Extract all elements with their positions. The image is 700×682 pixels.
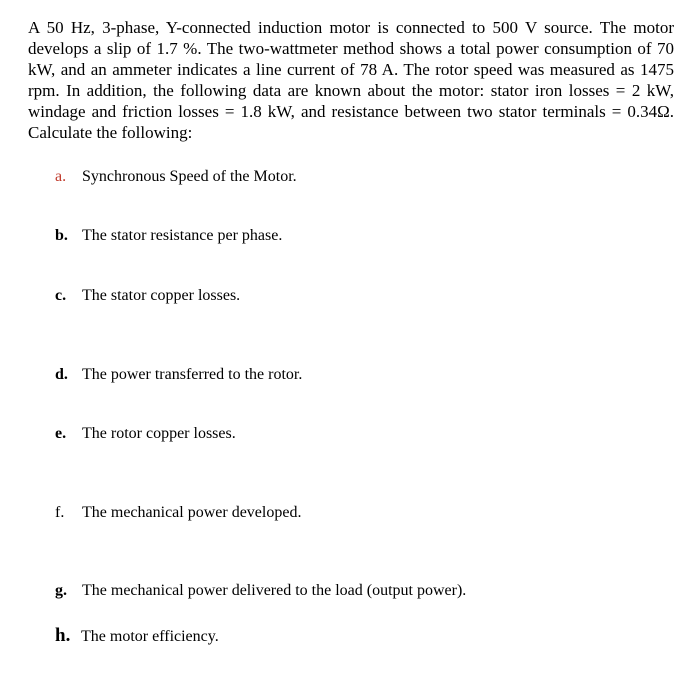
- question-item-e: [55, 425, 236, 443]
- question-item-b: [55, 227, 282, 245]
- question-marker-g: g.: [55, 582, 67, 599]
- question-marker-e: e.: [55, 425, 67, 442]
- question-text-b: The stator resistance per phase.: [82, 227, 283, 244]
- question-text-h: The motor efficiency.: [81, 628, 219, 645]
- question-marker-h: h.: [55, 625, 71, 646]
- question-item-f: [55, 504, 301, 522]
- question-marker-d: d.: [55, 366, 68, 383]
- question-marker-b: b.: [55, 227, 68, 244]
- problem-statement: A 50 Hz, 3-phase, Y-connected induction motor is connected to 500 V source. The motor develops a slip of 1.7 %. The two-wattmeter method shows a total power consumption of 70 kW, and an ammeter indicates a line current of 78 A. The rotor speed was measured as 1475 rpm. In addition, the following data are known about the motor: stator iron losses = 2 kW, windage and friction losses = 1.8 kW, and resistance between two stator terminals = 0.34Ω. Calculate the following:: [28, 18, 674, 142]
- question-item-g: [55, 582, 466, 600]
- question-text-d: The power transferred to the rotor.: [82, 366, 303, 383]
- question-item-h: [55, 625, 219, 647]
- question-marker-c: c.: [55, 287, 67, 304]
- question-text-a: Synchronous Speed of the Motor.: [82, 168, 297, 185]
- question-marker-a: a.: [55, 168, 67, 185]
- question-item-c: [55, 287, 240, 305]
- question-marker-f: f.: [55, 504, 65, 521]
- question-item-a: [55, 168, 297, 186]
- question-text-e: The rotor copper losses.: [82, 425, 236, 442]
- question-item-d: [55, 366, 302, 384]
- question-text-f: The mechanical power developed.: [82, 504, 302, 521]
- question-text-g: The mechanical power delivered to the load (output power).: [82, 582, 467, 599]
- question-text-c: The stator copper losses.: [82, 287, 241, 304]
